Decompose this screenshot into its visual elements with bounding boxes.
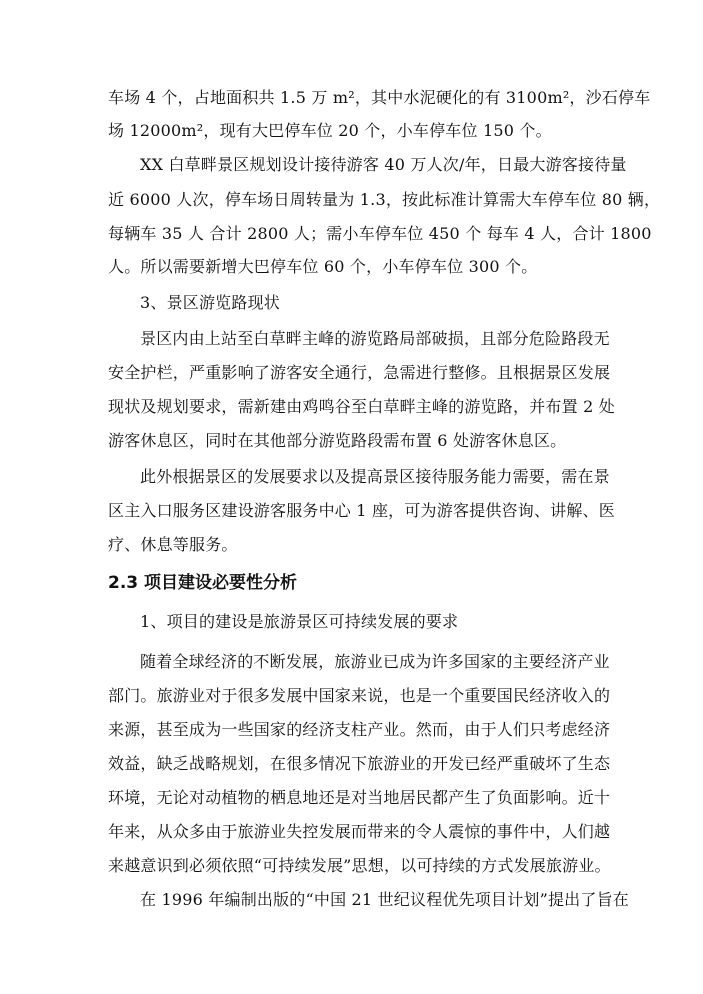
section-heading: 2.3 项目建设必要性分析 xyxy=(108,573,298,593)
paragraph-line: 每辆车 35 人 合计 2800 人；需小车停车位 450 个 每车 4 人，合计 1800 xyxy=(108,224,652,243)
paragraph-line: 人。所以需要新增大巴停车位 60 个，小车停车位 300 个。 xyxy=(108,257,538,276)
paragraph-line: 疗、休息等服务。 xyxy=(108,535,238,554)
subsection-title: 1、项目的建设是旅游景区可持续发展的要求 xyxy=(140,612,459,631)
paragraph-line: 随着全球经济的不断发展，旅游业已成为许多国家的主要经济产业 xyxy=(140,652,610,671)
paragraph-line: 在 1996 年编制出版的“中国 21 世纪议程优先项目计划”提出了旨在 xyxy=(140,890,629,909)
paragraph-line: 景区内由上站至白草畔主峰的游览路局部破损，且部分危险路段无 xyxy=(140,329,610,348)
paragraph-line: 近 6000 人次，停车场日周转量为 1.3，按此标准计算需大车停车位 80 辆， xyxy=(108,190,661,209)
paragraph-line: 此外根据景区的发展要求以及提高景区接待服务能力需要，需在景 xyxy=(140,467,610,486)
paragraph-line: 部门。旅游业对于很多发展中国家来说，也是一个重要国民经济收入的 xyxy=(108,686,611,705)
paragraph-line: 来越意识到必须依照“可持续发展”思想，以可持续的方式发展旅游业。 xyxy=(108,856,611,875)
paragraph-line: XX 白草畔景区规划设计接待游客 40 万人次/年，日最大游客接待量 xyxy=(140,155,627,174)
paragraph-line: 年来，从众多由于旅游业失控发展而带来的令人震惊的事件中，人们越 xyxy=(108,822,611,841)
paragraph-line: 环境，无论对动植物的栖息地还是对当地居民都产生了负面影响。近十 xyxy=(108,788,611,807)
paragraph-line: 安全护栏，严重影响了游客安全通行，急需进行整修。且根据景区发展 xyxy=(108,363,611,382)
paragraph-line: 游客休息区，同时在其他部分游览路段需布置 6 处游客休息区。 xyxy=(108,431,567,450)
paragraph-line: 车场 4 个，占地面积共 1.5 万 m²，其中水泥硬化的有 3100m²，沙石停车 xyxy=(108,88,651,107)
subsection-title: 3、景区游览路现状 xyxy=(140,293,280,312)
paragraph-line: 效益，缺乏战略规划，在很多情况下旅游业的开发已经严重破坏了生态 xyxy=(108,754,611,773)
paragraph-line: 区主入口服务区建设游客服务中心 1 座，可为游客提供咨询、讲解、医 xyxy=(108,501,615,520)
paragraph-line: 现状及规划要求，需新建由鸡鸣谷至白草畔主峰的游览路，并布置 2 处 xyxy=(108,397,615,416)
paragraph-line: 来源，甚至成为一些国家的经济支柱产业。然而，由于人们只考虑经济 xyxy=(108,720,611,739)
paragraph-line: 场 12000m²，现有大巴停车位 20 个，小车停车位 150 个。 xyxy=(108,121,552,140)
